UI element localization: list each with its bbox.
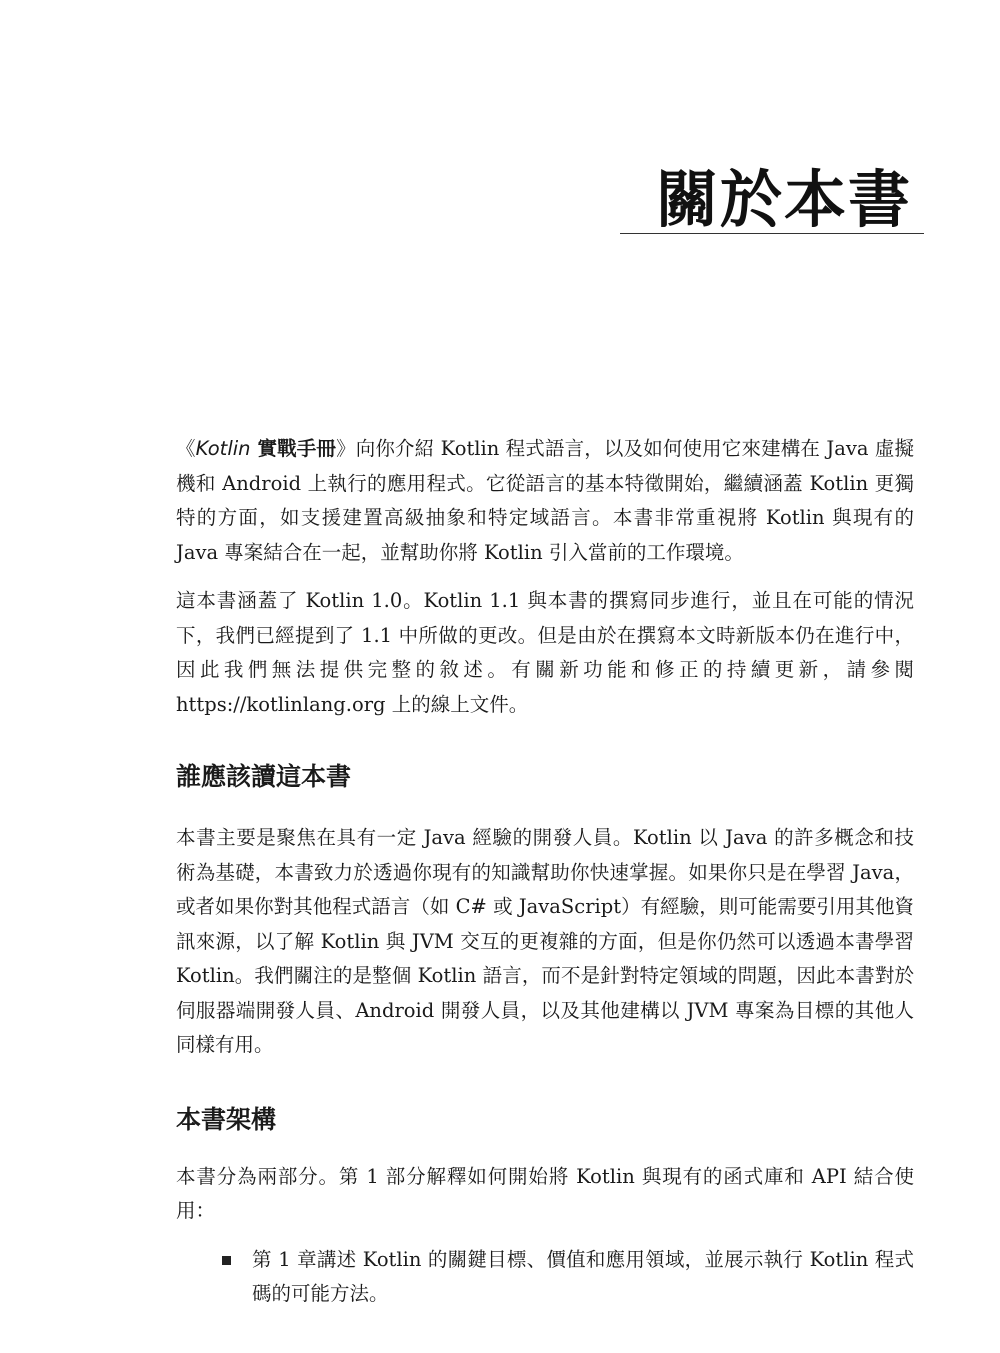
structure-intro-paragraph: 本書分為兩部分。第 1 部分解釋如何開始將 Kotlin 與現有的函式庫和 API 結合使用： [176, 1164, 914, 1222]
title-divider [620, 233, 924, 234]
who-should-read-paragraph: 本書主要是聚焦在具有一定 Java 經驗的開發人員。Kotlin 以 Java 的許多概念和技術為基礎，本書致力於透過你現有的知識幫助你快速掌握。如果你只是在學習 Java，或者如果你對其他程式語言（如 C# 或 JavaScript）有經驗，則可能需要引用其他資訊來源，以了解 Kotlin 與 JVM 交互的更複雜的方面，但是你仍然可以透過本書學習 Kotlin。我們關注的是整個 Kotlin 語言，而不是針對特定領域的問題，因此本書對於伺服器端開發人員、Android 開發人員，以及其他建構以 JVM 專案為目標的其他人同樣有用。 [176, 826, 914, 1056]
chapter-title: 關於本書 [655, 163, 912, 236]
intro-paragraph-1-body: 向你介紹 Kotlin 程式語言，以及如何使用它來建構在 Java 虛擬機和 Android 上執行的應用程式。它從語言的基本特徵開始，繼續涵蓋 Kotlin 更獨特的方面，如支援建置高級抽象和特定域語言。本書非常重視將 Kotlin 與現有的 Java 專案結合在一起，並幫助你將 Kotlin 引入當前的工作環境。 [176, 437, 914, 564]
intro-paragraph-2: 這本書涵蓋了 Kotlin 1.0。Kotlin 1.1 與本書的撰寫同步進行，並且在可能的情況下，我們已經提到了 1.1 中所做的更改。但是由於在撰寫本文時新版本仍在進行中，因此我們無法提供完整的敘述。有關新功能和修正的持續更新，請參閱 https://kotlinlang.org 上的線上文件。 [176, 589, 914, 716]
list-item-text: 第 1 章講述 Kotlin 的關鍵目標、價值和應用領域，並展示執行 Kotlin 程式碼的可能方法。 [252, 1247, 914, 1305]
book-title-cjk: 實戰手冊 [250, 437, 337, 460]
intro-paragraph-1 [176, 432, 914, 570]
book-title-close-bracket: 》 [336, 437, 356, 460]
book-title-open-bracket: 《 [176, 437, 196, 460]
square-bullet-icon [222, 1256, 231, 1265]
list-item [176, 1243, 914, 1312]
book-title-latin: Kotlin [195, 437, 251, 460]
structure-bullet-list [176, 1243, 914, 1312]
section-heading-structure: 本書架構 [176, 1104, 277, 1134]
page-content [176, 432, 914, 1312]
book-title [196, 437, 336, 460]
section-heading-who-should-read: 誰應該讀這本書 [176, 762, 352, 791]
